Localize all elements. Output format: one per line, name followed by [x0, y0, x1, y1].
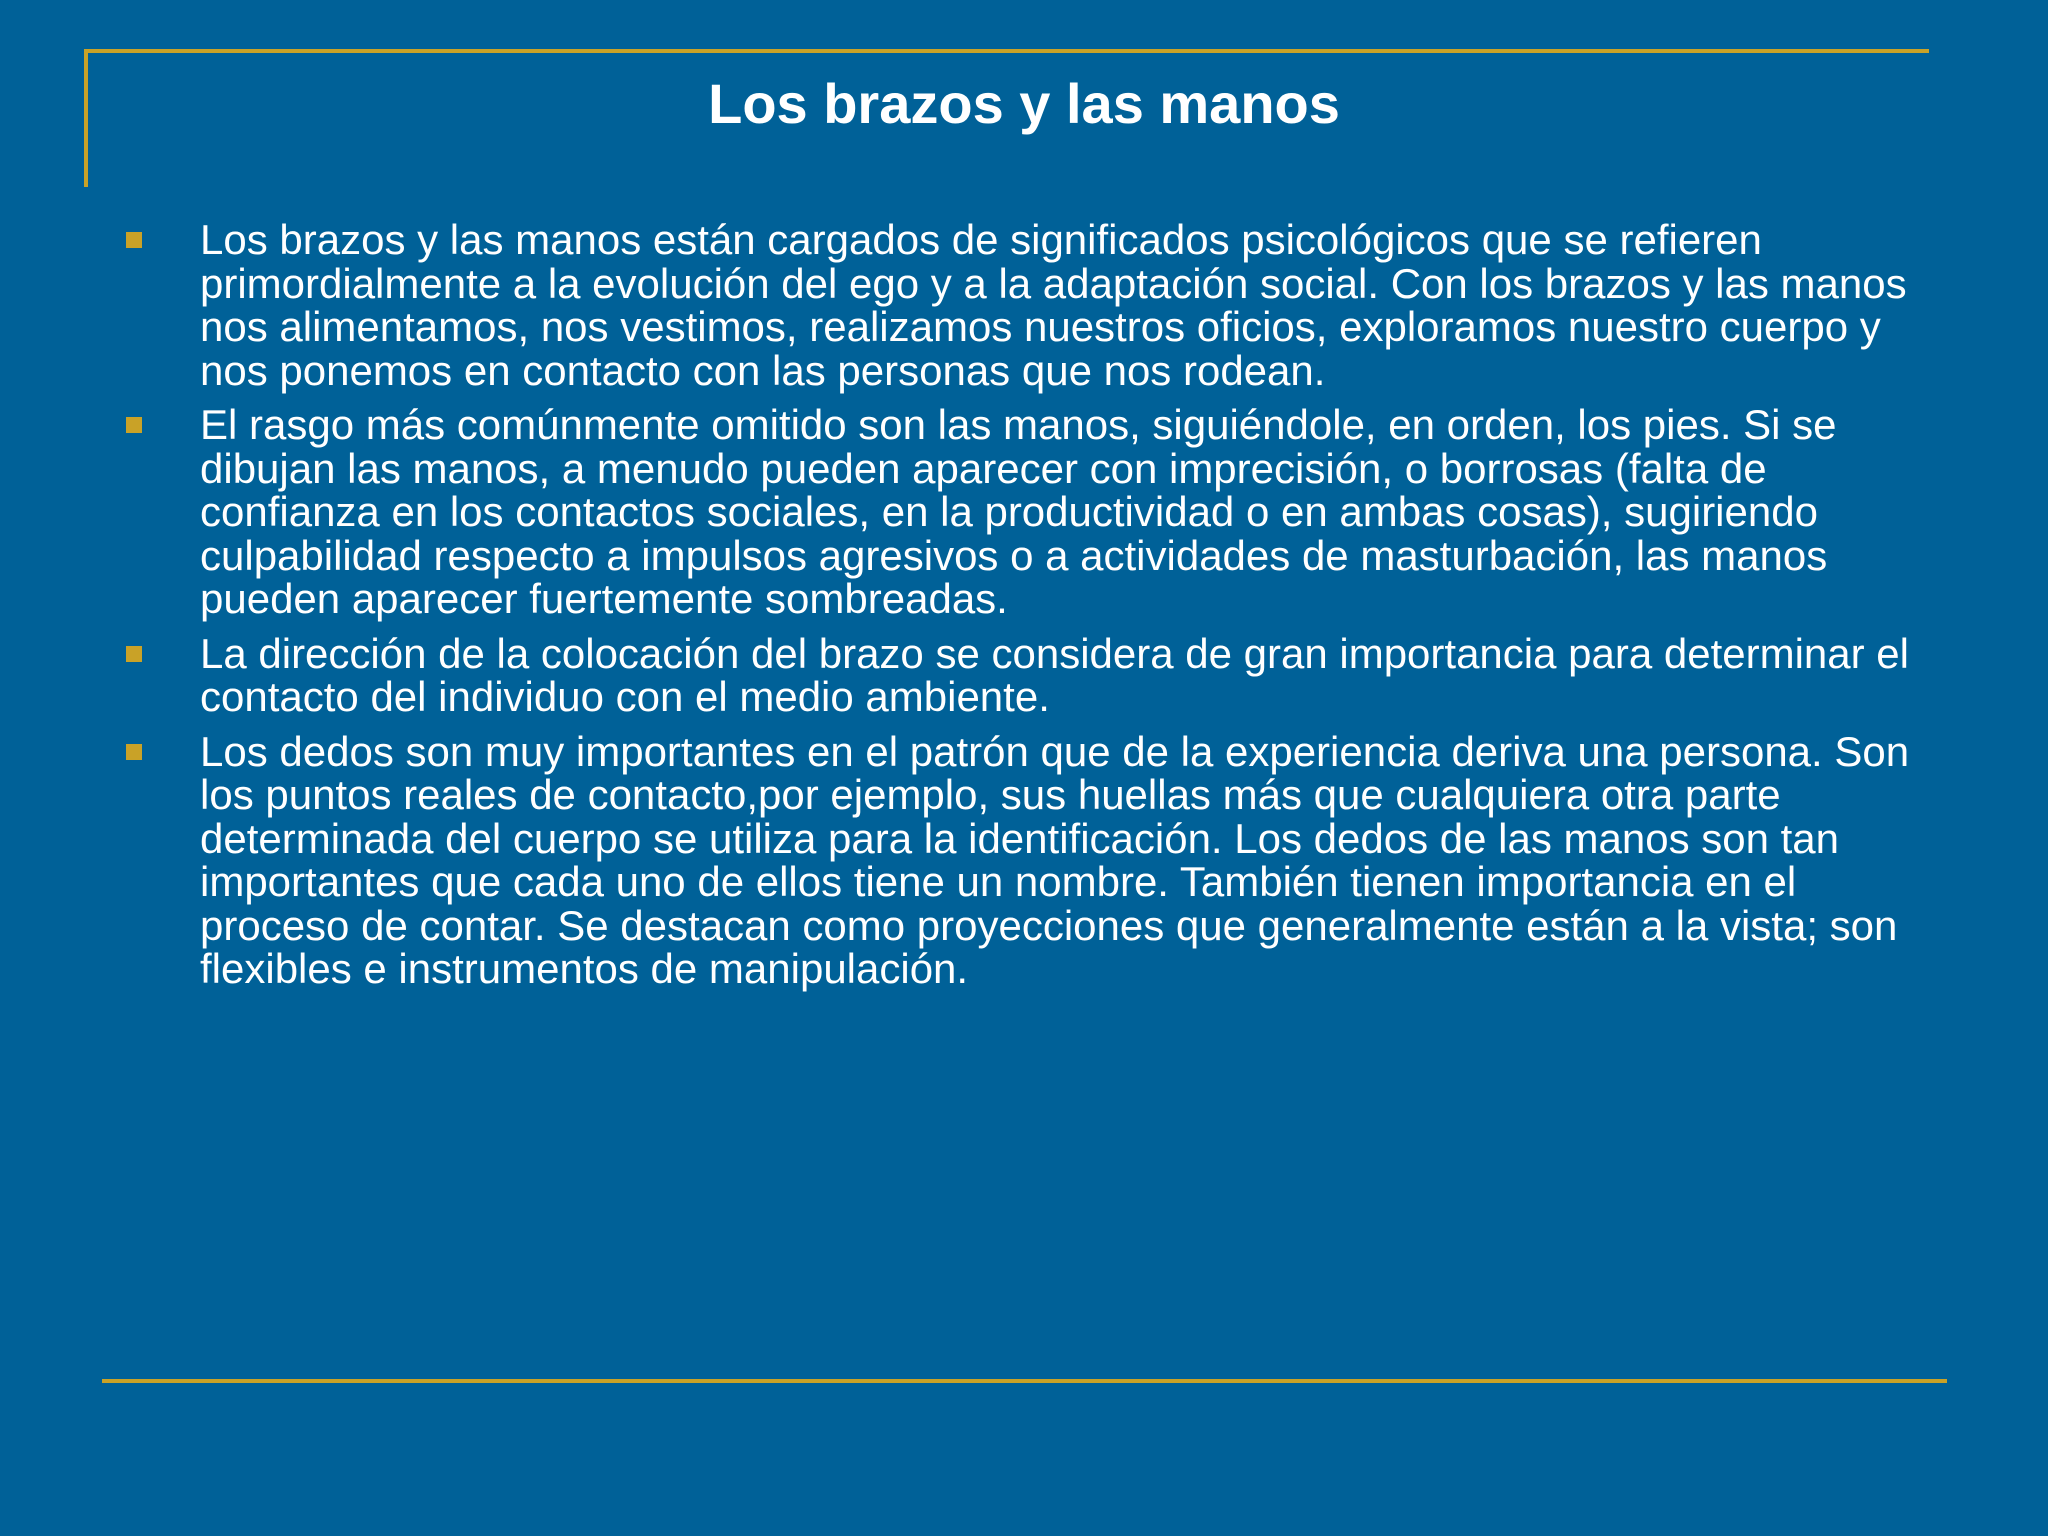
bottom-accent-line [102, 1379, 1947, 1383]
square-bullet-icon [126, 646, 142, 662]
top-accent-line [84, 49, 1929, 53]
bullet-list [124, 218, 1944, 1002]
bullet-item [124, 403, 1944, 621]
bullet-item [124, 629, 1944, 720]
slide-title: Los brazos y las manos [708, 72, 1340, 135]
bullet-text: El rasgo más comúnmente omitido son las manos, siguiéndole, en orden, los pies. Si se dibujan las manos, a menudo pueden aparecer con imprecisión, o borrosas (falta de confianza en los contactos sociales, en la productividad o en ambas cosas), sugiriendo culpabilidad respecto a impulsos agresivos o a actividades de masturbación, las manos pueden aparecer fuertemente sombreadas. [200, 401, 1837, 622]
bullet-item [124, 727, 1944, 992]
square-bullet-icon [126, 232, 142, 248]
bullet-text: La dirección de la colocación del brazo se considera de gran importancia para determinar el contacto del individuo con el medio ambiente. [200, 629, 1909, 720]
bullet-text: Los dedos son muy importantes en el patrón que de la experiencia deriva una persona. Son los puntos reales de contacto,por ejemplo, sus huellas más que cualquiera otra parte determinada del cuerpo se utiliza para la identificación. Los dedos de las manos son tan importantes que cada uno de ellos tiene un nombre. También tienen importancia en el proceso de contar. Se destacan como proyecciones que generalmente están a la vista; son flexibles e instrumentos de manipulación. [200, 727, 1910, 992]
square-bullet-icon [126, 744, 142, 760]
bullet-text: Los brazos y las manos están cargados de significados psicológicos que se refieren primordialmente a la evolución del ego y a la adaptación social. Con los brazos y las manos nos alimentamos, nos vestimos, realizamos nuestros oficios, exploramos nuestro cuerpo y nos ponemos en contacto con las personas que nos rodean. [200, 216, 1907, 394]
square-bullet-icon [126, 417, 142, 433]
bullet-item [124, 218, 1944, 392]
